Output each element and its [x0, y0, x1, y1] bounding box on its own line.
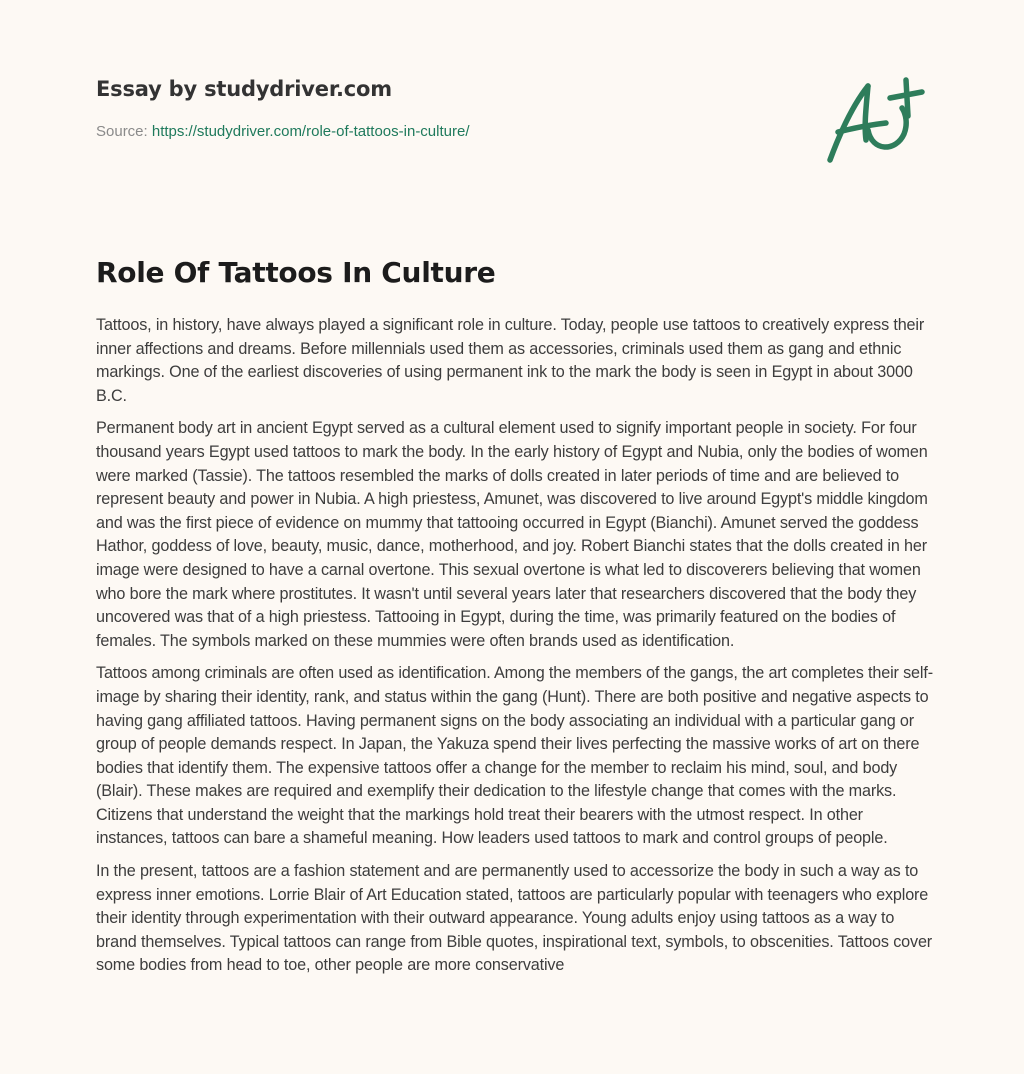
source-link[interactable]: https://studydriver.com/role-of-tattoos-in-culture/: [151, 123, 470, 140]
essay-title: Role Of Tattoos In Culture: [96, 256, 496, 289]
page-header: [96, 74, 936, 142]
source-line: [96, 122, 936, 142]
essay-paragraph: Tattoos among criminals are often used as identification. Among the members of the gangs, the art completes their self-image by sharing their identity, rank, and status within the gang (Hunt). There are both positive and negative aspects to having gang affiliated tattoos. Having permanent signs on the body associating an individual with a particular gang or group of people demands respect. In Japan, the Yakuza spend their lives perfecting the massive works of art on there bodies that identify them. The expensive tattoos offer a change for the member to reclaim his mind, soul, and body (Blair). These makes are required and exemplify their dedication to the lifestyle change that comes with the marks. Citizens that understand the weight that the markings hold treat their bearers with the utmost respect. In other instances, tattoos can bare a shameful meaning. How leaders used tattoos to mark and control groups of people.: [96, 664, 933, 848]
essay-body: [96, 314, 938, 987]
essay-paragraph: In the present, tattoos are a fashion statement and are permanently used to accessorize the body in such a way as to express inner emotions. Lorrie Blair of Art Education stated, tattoos are particularly popular with teenagers who explore their identity through experimentation with their outward appearance. Young adults enjoy using tattoos as a way to brand themselves. Typical tattoos can range from Bible quotes, inspirational text, symbols, to obscenities. Tattoos cover some bodies from head to toe, other people are more conservative: [96, 862, 933, 975]
a-plus-grade-icon: [818, 68, 930, 168]
essay-paragraph: Permanent body art in ancient Egypt served as a cultural element used to signify important people in society. For four thousand years Egypt used tattoos to mark the body. In the early history of Egypt and Nubia, only the bodies of women were marked (Tassie). The tattoos resembled the marks of dolls created in later periods of time and are believed to represent beauty and power in Nubia. A high priestess, Amunet, was discovered to live around Egypt's middle kingdom and was the first piece of evidence on mummy that tattooing occurred in Egypt (Bianchi). Amunet served the goddess Hathor, goddess of love, beauty, music, dance, motherhood, and joy. Robert Bianchi states that the dolls created in her image were designed to have a carnal overtone. This sexual overtone is what led to discoverers believing that women who bore the mark where prostitutes. It wasn't until several years later that researchers discovered that the body they uncovered was that of a high priestess. Tattooing in Egypt, during the time, was primarily featured on the bodies of females. The symbols marked on these mummies were often brands used as identification.: [96, 419, 928, 650]
source-label: Source:: [96, 123, 148, 140]
site-title: Essay by studydriver.com: [96, 77, 392, 101]
essay-paragraph: Tattoos, in history, have always played a significant role in culture. Today, people use tattoos to creatively express their inner affections and dreams. Before millennials used them as accessories, criminals used them as gang and ethnic markings. One of the earliest discoveries of using permanent ink to the mark the body is seen in Egypt in about 3000 B.C.: [96, 316, 925, 405]
